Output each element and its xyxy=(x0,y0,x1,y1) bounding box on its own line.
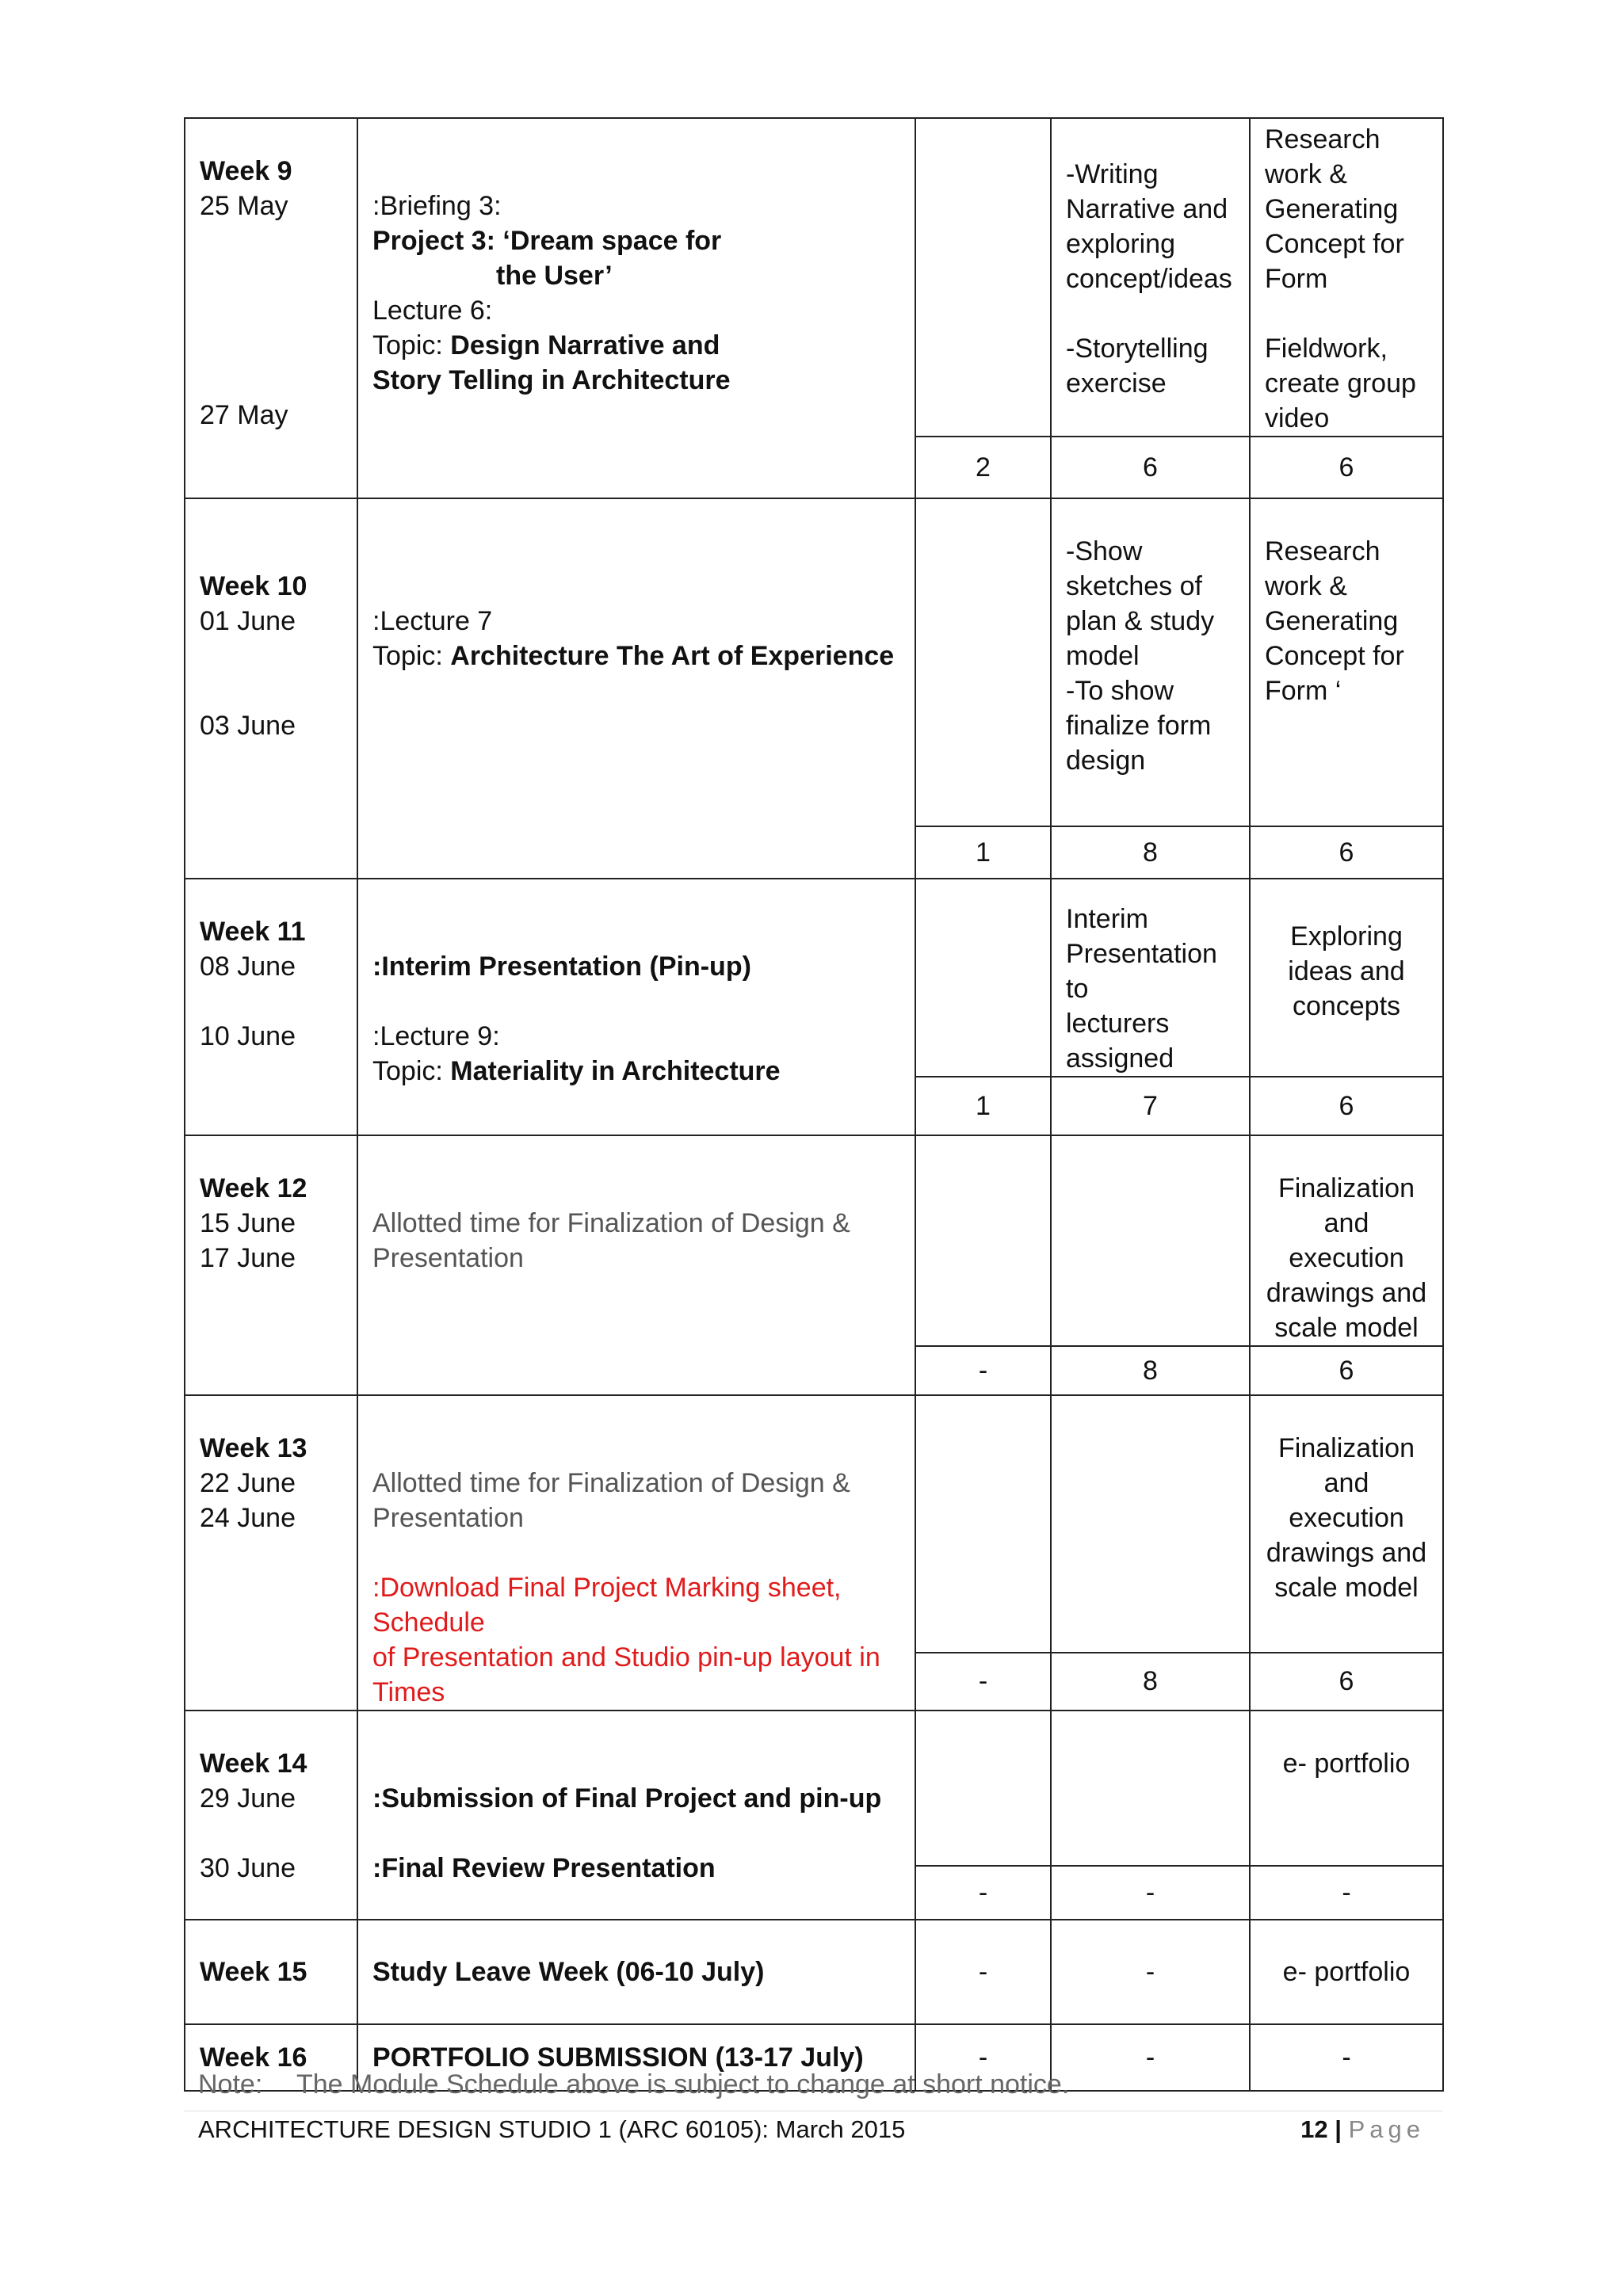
table-row xyxy=(185,1135,1443,1346)
week-label: Week 12 xyxy=(200,1173,307,1203)
date: 27 May xyxy=(200,400,288,430)
hours-value: 8 xyxy=(1051,1346,1250,1395)
topic-line: Topic: Materiality in Architecture xyxy=(372,1056,781,1086)
hours-value: - xyxy=(1250,2024,1443,2091)
date: 17 June xyxy=(200,1243,296,1273)
date: 22 June xyxy=(200,1468,296,1498)
activity-cell xyxy=(357,498,915,879)
schedule-note xyxy=(198,2069,1069,2100)
tutorial-cell: Interim Presentation to lecturers assigned xyxy=(1051,879,1250,1077)
date: 08 June xyxy=(200,952,296,982)
topic-line-cont: Story Telling in Architecture xyxy=(372,365,731,395)
tutorial-cell: -Show sketches of plan & study model -To show finalize form design xyxy=(1051,498,1250,826)
note-label: Note: xyxy=(198,2069,263,2100)
activity-cell xyxy=(357,879,915,1135)
table-row xyxy=(185,879,1443,1077)
project-title: Project 3: ‘Dream space for xyxy=(372,226,722,256)
hours-col-3 xyxy=(915,879,1051,1077)
lecture-text: :Lecture 7 xyxy=(372,606,493,636)
hours-value: - xyxy=(915,2024,1051,2091)
hours-value: 1 xyxy=(915,1077,1051,1135)
page-number: 12 | Page xyxy=(1300,2115,1425,2143)
hours-value: e- portfolio xyxy=(1250,1920,1443,2024)
week-cell xyxy=(185,1135,357,1395)
week-label: Week 9 xyxy=(200,156,292,186)
date: 25 May xyxy=(200,191,288,221)
week-label: Week 13 xyxy=(200,1433,307,1463)
activity-cell: Allotted time for Finalization of Design & Presentation :Download Final Project Marking sheet, Schedule of Presentation and Studio pin-up layout in Times xyxy=(357,1395,915,1711)
hours-value: - xyxy=(1051,2024,1250,2091)
activity-cell: :Submission of Final Project and pin-up :Final Review Presentation xyxy=(357,1711,915,1920)
hours-value: 1 xyxy=(915,826,1051,879)
download-notice-cont: of Presentation and Studio pin-up layout in Times xyxy=(372,1642,880,1707)
module-schedule-table xyxy=(184,117,1444,2092)
week-label: Week 15 xyxy=(185,1920,357,2024)
table-row xyxy=(185,118,1443,437)
download-notice: :Download Final Project Marking sheet, Schedule xyxy=(372,1573,842,1638)
hours-value: 7 xyxy=(1051,1077,1250,1135)
hours-value: 6 xyxy=(1250,1077,1443,1135)
week-label: Week 16 xyxy=(185,2024,357,2091)
self-study-cell: Exploring ideas and concepts xyxy=(1250,879,1443,1077)
week-cell xyxy=(185,879,357,1135)
date: 29 June xyxy=(200,1783,296,1814)
activity-cell: Allotted time for Finalization of Design & Presentation xyxy=(357,1135,915,1395)
activity-cell xyxy=(357,118,915,498)
hours-value: 2 xyxy=(915,437,1051,498)
date: 15 June xyxy=(200,1208,296,1238)
note-text: The Module Schedule above is subject to change at short notice. xyxy=(296,2069,1070,2100)
activity-cell: PORTFOLIO SUBMISSION (13-17 July) xyxy=(357,2024,915,2091)
date: 03 June xyxy=(200,711,296,741)
topic-line: Topic: Design Narrative and xyxy=(372,330,720,360)
week-cell xyxy=(185,1711,357,1920)
date: 01 June xyxy=(200,606,296,636)
week-label: Week 14 xyxy=(200,1749,307,1779)
hours-value: 6 xyxy=(1250,1346,1443,1395)
table-row xyxy=(185,498,1443,826)
tutorial-cell: -Writing Narrative and exploring concept/ideas -Storytelling exercise xyxy=(1051,118,1250,437)
hours-value: - xyxy=(1250,1866,1443,1920)
hours-value: 6 xyxy=(1250,1653,1443,1711)
briefing-text: :Briefing 3: xyxy=(372,191,502,221)
tutorial-cell xyxy=(1051,1395,1250,1653)
self-study-cell: Research work & Generating Concept for Form Fieldwork, create group video xyxy=(1250,118,1443,437)
date: 24 June xyxy=(200,1503,296,1533)
hours-value: - xyxy=(915,1866,1051,1920)
lecture-text: Lecture 6: xyxy=(372,296,493,326)
activity-cell: Study Leave Week (06-10 July) xyxy=(357,1920,915,2024)
hours-col-3 xyxy=(915,498,1051,826)
date: 10 June xyxy=(200,1021,296,1051)
footer-course-title: ARCHITECTURE DESIGN STUDIO 1 (ARC 60105): March 2015 xyxy=(198,2115,906,2143)
hours-col-3 xyxy=(915,118,1051,437)
hours-col-3 xyxy=(915,1711,1051,1866)
tutorial-cell xyxy=(1051,1711,1250,1866)
hours-value: 8 xyxy=(1051,1653,1250,1711)
hours-value: 6 xyxy=(1051,437,1250,498)
hours-value: - xyxy=(1051,1920,1250,2024)
table-row xyxy=(185,1920,1443,2024)
self-study-cell: Finalization and execution drawings and scale model xyxy=(1250,1395,1443,1653)
week-cell xyxy=(185,1395,357,1711)
hours-col-3 xyxy=(915,1395,1051,1653)
self-study-cell: e- portfolio xyxy=(1250,1711,1443,1866)
hours-col-3 xyxy=(915,1135,1051,1346)
table-row xyxy=(185,1711,1443,1866)
table-row xyxy=(185,1395,1443,1653)
project-title-cont: the User’ xyxy=(496,261,613,291)
week-cell xyxy=(185,498,357,879)
hours-value: 6 xyxy=(1250,826,1443,879)
week-label: Week 11 xyxy=(200,917,306,947)
hours-value: - xyxy=(915,1653,1051,1711)
hours-value: - xyxy=(915,1920,1051,2024)
topic-line: Topic: Architecture The Art of Experience xyxy=(372,641,895,671)
self-study-cell: Research work & Generating Concept for Form ‘ xyxy=(1250,498,1443,826)
week-cell xyxy=(185,118,357,498)
hours-value: - xyxy=(915,1346,1051,1395)
self-study-cell: Finalization and execution drawings and scale model xyxy=(1250,1135,1443,1346)
date: 30 June xyxy=(200,1853,296,1883)
interim-text: :Interim Presentation (Pin-up) xyxy=(372,952,751,982)
tutorial-cell xyxy=(1051,1135,1250,1346)
week-label: Week 10 xyxy=(200,571,307,601)
lecture-text: :Lecture 9: xyxy=(372,1021,500,1051)
hours-value: 6 xyxy=(1250,437,1443,498)
hours-value: - xyxy=(1051,1866,1250,1920)
hours-value: 8 xyxy=(1051,826,1250,879)
